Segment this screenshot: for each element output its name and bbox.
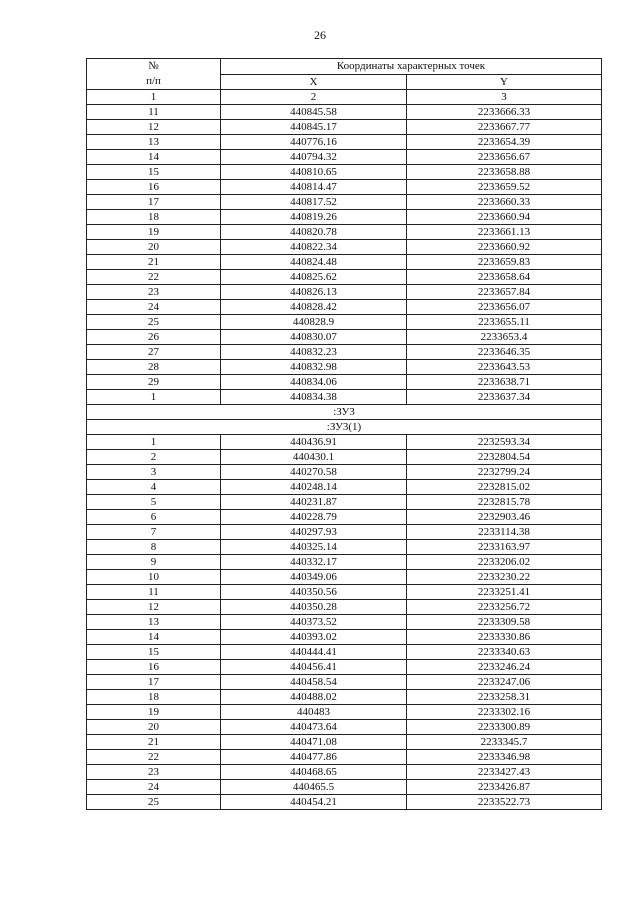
y-coordinate-cell: 2233522.73 <box>407 795 602 810</box>
point-number-cell: 15 <box>87 165 221 180</box>
point-number-cell: 10 <box>87 570 221 585</box>
y-coordinate-cell: 2232799.24 <box>407 465 602 480</box>
point-number-cell: 20 <box>87 720 221 735</box>
y-coordinate-cell: 2232903.46 <box>407 510 602 525</box>
coordinates-table <box>86 58 602 810</box>
table-row <box>87 225 602 240</box>
x-coordinate-cell: 440826.13 <box>221 285 407 300</box>
x-coordinate-cell: 440444.41 <box>221 645 407 660</box>
point-number-cell: 18 <box>87 210 221 225</box>
point-number-cell: 18 <box>87 690 221 705</box>
point-number-cell: 5 <box>87 495 221 510</box>
point-number-cell: 17 <box>87 675 221 690</box>
table-row <box>87 180 602 195</box>
y-coordinate-cell: 2233660.94 <box>407 210 602 225</box>
y-coordinate-cell: 2233426.87 <box>407 780 602 795</box>
point-number-cell: 16 <box>87 660 221 675</box>
y-coordinate-cell: 2233256.72 <box>407 600 602 615</box>
y-coordinate-cell: 2233346.98 <box>407 750 602 765</box>
x-coordinate-cell: 440794.32 <box>221 150 407 165</box>
y-coordinate-cell: 2233646.35 <box>407 345 602 360</box>
y-coordinate-cell: 2233657.84 <box>407 285 602 300</box>
table-row <box>87 795 602 810</box>
table-row <box>87 270 602 285</box>
y-coordinate-cell: 2233330.86 <box>407 630 602 645</box>
table-row <box>87 255 602 270</box>
y-coordinate-cell: 2233246.24 <box>407 660 602 675</box>
point-number-cell: 1 <box>87 435 221 450</box>
point-number-cell: 7 <box>87 525 221 540</box>
point-number-cell: 12 <box>87 600 221 615</box>
x-coordinate-cell: 440473.64 <box>221 720 407 735</box>
table-row <box>87 495 602 510</box>
section-label-zu3-1: :ЗУ3(1) <box>87 420 602 435</box>
y-coordinate-cell: 2233660.33 <box>407 195 602 210</box>
y-coordinate-cell: 2233230.22 <box>407 570 602 585</box>
x-coordinate-cell: 440819.26 <box>221 210 407 225</box>
point-number-cell: 12 <box>87 120 221 135</box>
y-coordinate-cell: 2233658.64 <box>407 270 602 285</box>
point-number-cell: 20 <box>87 240 221 255</box>
table-row <box>87 465 602 480</box>
x-coordinate-cell: 440828.42 <box>221 300 407 315</box>
x-coordinate-cell: 440845.58 <box>221 105 407 120</box>
header-coordinates-group: Координаты характерных точек <box>221 59 602 75</box>
x-coordinate-cell: 440810.65 <box>221 165 407 180</box>
table-row <box>87 480 602 495</box>
y-coordinate-cell: 2233643.53 <box>407 360 602 375</box>
point-number-cell: 11 <box>87 105 221 120</box>
x-coordinate-cell: 440820.78 <box>221 225 407 240</box>
y-coordinate-cell: 2233345.7 <box>407 735 602 750</box>
table-row <box>87 780 602 795</box>
page-number: 26 <box>314 28 326 42</box>
table-row <box>87 630 602 645</box>
point-number-cell: 22 <box>87 750 221 765</box>
x-coordinate-cell: 440834.38 <box>221 390 407 405</box>
point-number-cell: 15 <box>87 645 221 660</box>
table-row <box>87 135 602 150</box>
table-row <box>87 390 602 405</box>
y-coordinate-cell: 2232815.78 <box>407 495 602 510</box>
table-row <box>87 375 602 390</box>
point-number-cell: 14 <box>87 630 221 645</box>
y-coordinate-cell: 2233661.13 <box>407 225 602 240</box>
table-row <box>87 165 602 180</box>
table-row <box>87 645 602 660</box>
x-coordinate-cell: 440483 <box>221 705 407 720</box>
header-y: Y <box>407 74 602 90</box>
point-number-cell: 8 <box>87 540 221 555</box>
table-row <box>87 705 602 720</box>
x-coordinate-cell: 440832.98 <box>221 360 407 375</box>
table-row <box>87 690 602 705</box>
point-number-cell: 4 <box>87 480 221 495</box>
table-row <box>87 240 602 255</box>
table-row <box>87 345 602 360</box>
x-coordinate-cell: 440830.07 <box>221 330 407 345</box>
point-number-cell: 17 <box>87 195 221 210</box>
table-row <box>87 150 602 165</box>
table-row <box>87 450 602 465</box>
x-coordinate-cell: 440832.23 <box>221 345 407 360</box>
table-row <box>87 570 602 585</box>
x-coordinate-cell: 440228.79 <box>221 510 407 525</box>
y-coordinate-cell: 2233637.34 <box>407 390 602 405</box>
y-coordinate-cell: 2233658.88 <box>407 165 602 180</box>
point-number-cell: 9 <box>87 555 221 570</box>
point-number-cell: 6 <box>87 510 221 525</box>
point-number-cell: 24 <box>87 780 221 795</box>
y-coordinate-cell: 2233638.71 <box>407 375 602 390</box>
point-number-cell: 13 <box>87 135 221 150</box>
point-number-cell: 29 <box>87 375 221 390</box>
section-row <box>87 405 602 420</box>
x-coordinate-cell: 440814.47 <box>221 180 407 195</box>
table-row <box>87 765 602 780</box>
y-coordinate-cell: 2233660.92 <box>407 240 602 255</box>
x-coordinate-cell: 440349.06 <box>221 570 407 585</box>
x-coordinate-cell: 440465.5 <box>221 780 407 795</box>
header-x: X <box>221 74 407 90</box>
table-body-part1 <box>87 105 602 405</box>
y-coordinate-cell: 2233667.77 <box>407 120 602 135</box>
table-row <box>87 300 602 315</box>
x-coordinate-cell: 440231.87 <box>221 495 407 510</box>
point-number-cell: 2 <box>87 450 221 465</box>
x-coordinate-cell: 440824.48 <box>221 255 407 270</box>
x-coordinate-cell: 440825.62 <box>221 270 407 285</box>
column-number-2: 2 <box>221 90 407 105</box>
table-row <box>87 525 602 540</box>
x-coordinate-cell: 440373.52 <box>221 615 407 630</box>
x-coordinate-cell: 440325.14 <box>221 540 407 555</box>
point-number-cell: 26 <box>87 330 221 345</box>
y-coordinate-cell: 2233656.67 <box>407 150 602 165</box>
x-coordinate-cell: 440454.21 <box>221 795 407 810</box>
table-row <box>87 585 602 600</box>
table-row <box>87 315 602 330</box>
table-row <box>87 735 602 750</box>
y-coordinate-cell: 2233654.39 <box>407 135 602 150</box>
table-row <box>87 285 602 300</box>
y-coordinate-cell: 2233659.83 <box>407 255 602 270</box>
y-coordinate-cell: 2232815.02 <box>407 480 602 495</box>
point-number-cell: 24 <box>87 300 221 315</box>
table-body-part2 <box>87 435 602 810</box>
point-number-cell: 11 <box>87 585 221 600</box>
point-number-cell: 21 <box>87 255 221 270</box>
x-coordinate-cell: 440828.9 <box>221 315 407 330</box>
point-number-cell: 22 <box>87 270 221 285</box>
point-number-cell: 23 <box>87 765 221 780</box>
table-row <box>87 660 602 675</box>
x-coordinate-cell: 440458.54 <box>221 675 407 690</box>
y-coordinate-cell: 2233309.58 <box>407 615 602 630</box>
y-coordinate-cell: 2233258.31 <box>407 690 602 705</box>
x-coordinate-cell: 440845.17 <box>221 120 407 135</box>
table-row <box>87 750 602 765</box>
x-coordinate-cell: 440488.02 <box>221 690 407 705</box>
x-coordinate-cell: 440468.65 <box>221 765 407 780</box>
y-coordinate-cell: 2233251.41 <box>407 585 602 600</box>
y-coordinate-cell: 2233340.63 <box>407 645 602 660</box>
y-coordinate-cell: 2233247.06 <box>407 675 602 690</box>
x-coordinate-cell: 440350.28 <box>221 600 407 615</box>
x-coordinate-cell: 440477.86 <box>221 750 407 765</box>
point-number-cell: 19 <box>87 705 221 720</box>
table-row <box>87 360 602 375</box>
table-row <box>87 330 602 345</box>
y-coordinate-cell: 2233114.38 <box>407 525 602 540</box>
header-number-cell <box>87 59 221 90</box>
table-row <box>87 510 602 525</box>
x-coordinate-cell: 440393.02 <box>221 630 407 645</box>
x-coordinate-cell: 440350.56 <box>221 585 407 600</box>
y-coordinate-cell: 2233302.16 <box>407 705 602 720</box>
table-row <box>87 720 602 735</box>
point-number-cell: 16 <box>87 180 221 195</box>
y-coordinate-cell: 2233163.97 <box>407 540 602 555</box>
point-number-cell: 27 <box>87 345 221 360</box>
point-number-cell: 23 <box>87 285 221 300</box>
point-number-cell: 19 <box>87 225 221 240</box>
x-coordinate-cell: 440270.58 <box>221 465 407 480</box>
header-number-symbol: № <box>148 60 159 72</box>
x-coordinate-cell: 440471.08 <box>221 735 407 750</box>
y-coordinate-cell: 2233206.02 <box>407 555 602 570</box>
table-row <box>87 555 602 570</box>
x-coordinate-cell: 440776.16 <box>221 135 407 150</box>
y-coordinate-cell: 2233653.4 <box>407 330 602 345</box>
header-number-abbr: п/п <box>146 75 161 87</box>
x-coordinate-cell: 440436.91 <box>221 435 407 450</box>
point-number-cell: 1 <box>87 390 221 405</box>
y-coordinate-cell: 2233655.11 <box>407 315 602 330</box>
section-label-zu3: :ЗУ3 <box>87 405 602 420</box>
x-coordinate-cell: 440456.41 <box>221 660 407 675</box>
y-coordinate-cell: 2233656.07 <box>407 300 602 315</box>
y-coordinate-cell: 2233300.89 <box>407 720 602 735</box>
point-number-cell: 21 <box>87 735 221 750</box>
point-number-cell: 13 <box>87 615 221 630</box>
point-number-cell: 25 <box>87 315 221 330</box>
y-coordinate-cell: 2232593.34 <box>407 435 602 450</box>
section-rows <box>87 405 602 435</box>
point-number-cell: 3 <box>87 465 221 480</box>
table-row <box>87 195 602 210</box>
table-row <box>87 540 602 555</box>
column-number-3: 3 <box>407 90 602 105</box>
x-coordinate-cell: 440430.1 <box>221 450 407 465</box>
table-row <box>87 435 602 450</box>
column-number-1: 1 <box>87 90 221 105</box>
table-row <box>87 675 602 690</box>
y-coordinate-cell: 2233659.52 <box>407 180 602 195</box>
y-coordinate-cell: 2232804.54 <box>407 450 602 465</box>
table-row <box>87 105 602 120</box>
table-row <box>87 210 602 225</box>
point-number-cell: 14 <box>87 150 221 165</box>
section-row <box>87 420 602 435</box>
table-row <box>87 615 602 630</box>
x-coordinate-cell: 440297.93 <box>221 525 407 540</box>
x-coordinate-cell: 440817.52 <box>221 195 407 210</box>
y-coordinate-cell: 2233427.43 <box>407 765 602 780</box>
x-coordinate-cell: 440248.14 <box>221 480 407 495</box>
y-coordinate-cell: 2233666.33 <box>407 105 602 120</box>
point-number-cell: 25 <box>87 795 221 810</box>
point-number-cell: 28 <box>87 360 221 375</box>
x-coordinate-cell: 440332.17 <box>221 555 407 570</box>
table-row <box>87 600 602 615</box>
x-coordinate-cell: 440822.34 <box>221 240 407 255</box>
table-row <box>87 120 602 135</box>
x-coordinate-cell: 440834.06 <box>221 375 407 390</box>
